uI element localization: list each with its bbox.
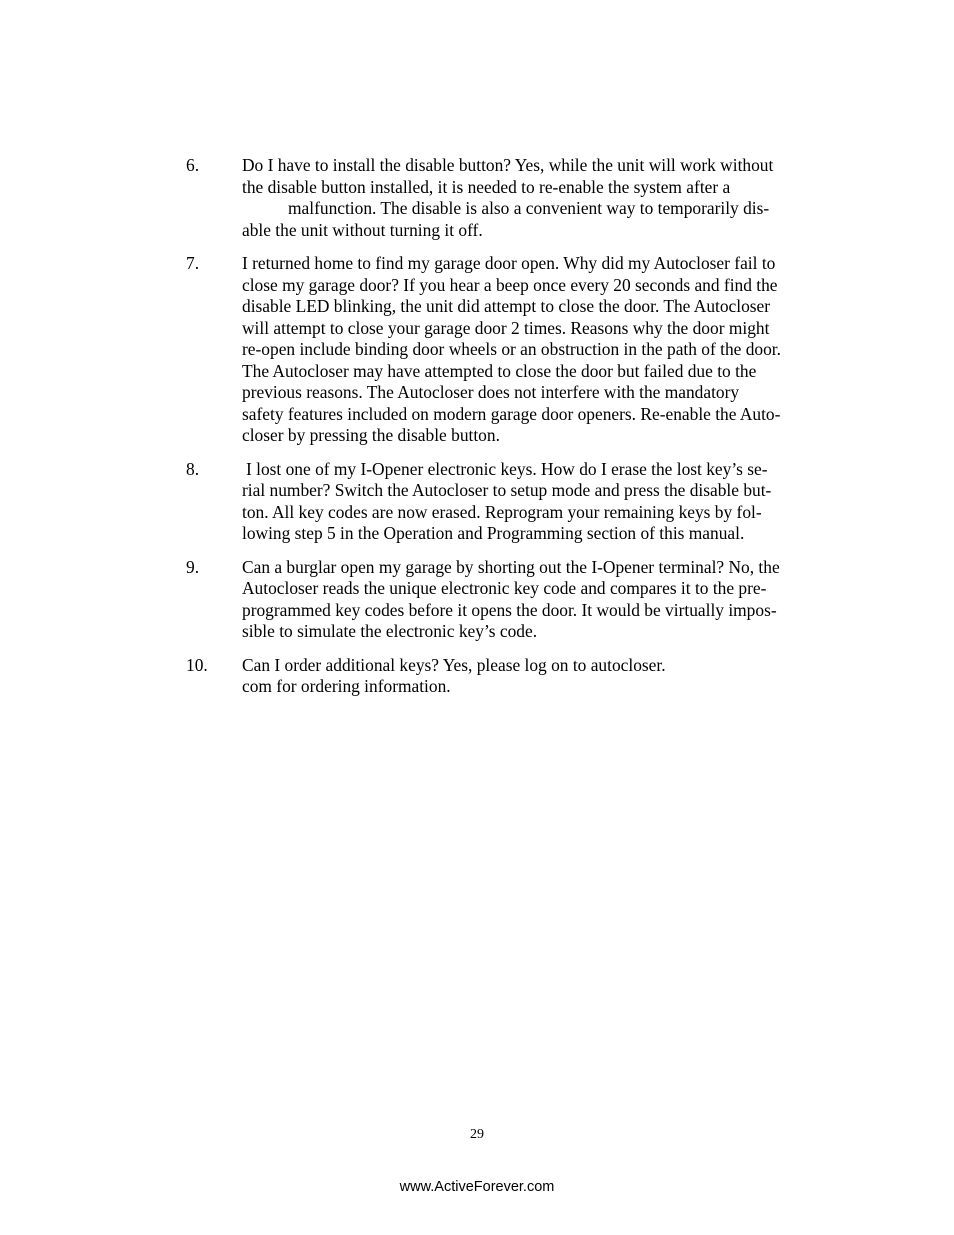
faq-line: Autocloser reads the unique electronic key code and compares it to the pre- bbox=[242, 578, 767, 598]
faq-item-8 bbox=[0, 459, 954, 545]
faq-line: sible to simulate the electronic key’s code. bbox=[242, 621, 538, 641]
faq-answer bbox=[242, 155, 832, 241]
faq-line: safety features included on modern garage door openers. Re-enable the Auto- bbox=[242, 403, 781, 424]
faq-line: malfunction. The disable is also a convenient way to temporarily dis- bbox=[288, 198, 770, 218]
faq-item-7 bbox=[0, 253, 954, 447]
faq-line: close my garage door? If you hear a beep once every 20 seconds and find the bbox=[242, 274, 778, 295]
faq-line: lowing step 5 in the Operation and Programming section of this manual. bbox=[242, 523, 745, 543]
faq-answer bbox=[242, 655, 832, 698]
faq-line: previous reasons. The Autocloser does not interfere with the mandatory bbox=[242, 382, 740, 402]
faq-line: I lost one of my I-Opener electronic keys. How do I erase the lost key’s se- bbox=[246, 458, 768, 479]
faq-line: I returned home to find my garage door open. Why did my Autocloser fail to bbox=[242, 253, 776, 273]
faq-number: 6. bbox=[186, 155, 200, 175]
faq-item-10 bbox=[0, 655, 954, 698]
faq-number: 7. bbox=[186, 253, 200, 273]
faq-line: rial number? Switch the Autocloser to setup mode and press the disable but- bbox=[242, 480, 772, 500]
faq-answer bbox=[242, 557, 832, 643]
faq-line: the disable button installed, it is needed to re-enable the system after a bbox=[242, 176, 731, 197]
faq-line: Can a burglar open my garage by shorting out the I-Opener terminal? No, the bbox=[242, 556, 780, 577]
faq-number: 8. bbox=[186, 458, 200, 479]
faq-number: 10. bbox=[186, 654, 208, 675]
faq-line: will attempt to close your garage door 2 times. Reasons why the door might bbox=[242, 317, 770, 338]
faq-list bbox=[0, 155, 954, 710]
faq-number: 9. bbox=[186, 556, 200, 577]
faq-answer bbox=[242, 459, 832, 545]
faq-item-6 bbox=[0, 155, 954, 241]
footer-url: www.ActiveForever.com bbox=[399, 1179, 555, 1195]
faq-line: Do I have to install the disable button? Yes, while the unit will work without bbox=[242, 155, 774, 175]
faq-line: programmed key codes before it opens the door. It would be virtually impos- bbox=[242, 599, 777, 620]
faq-line: closer by pressing the disable button. bbox=[242, 425, 500, 445]
faq-answer bbox=[242, 253, 832, 447]
faq-line: ton. All key codes are now erased. Reprogram your remaining keys by fol- bbox=[242, 501, 762, 522]
faq-line: disable LED blinking, the unit did attempt to close the door. The Autocloser bbox=[242, 296, 771, 316]
faq-line: able the unit without turning it off. bbox=[242, 219, 483, 240]
page-number: 29 bbox=[470, 1127, 484, 1142]
faq-item-9 bbox=[0, 557, 954, 643]
faq-line: re-open include binding door wheels or an obstruction in the path of the door. bbox=[242, 339, 781, 359]
faq-line: com for ordering information. bbox=[242, 676, 451, 696]
faq-line: Can I order additional keys? Yes, please log on to autocloser. bbox=[242, 654, 666, 675]
faq-line: The Autocloser may have attempted to close the door but failed due to the bbox=[242, 360, 757, 381]
